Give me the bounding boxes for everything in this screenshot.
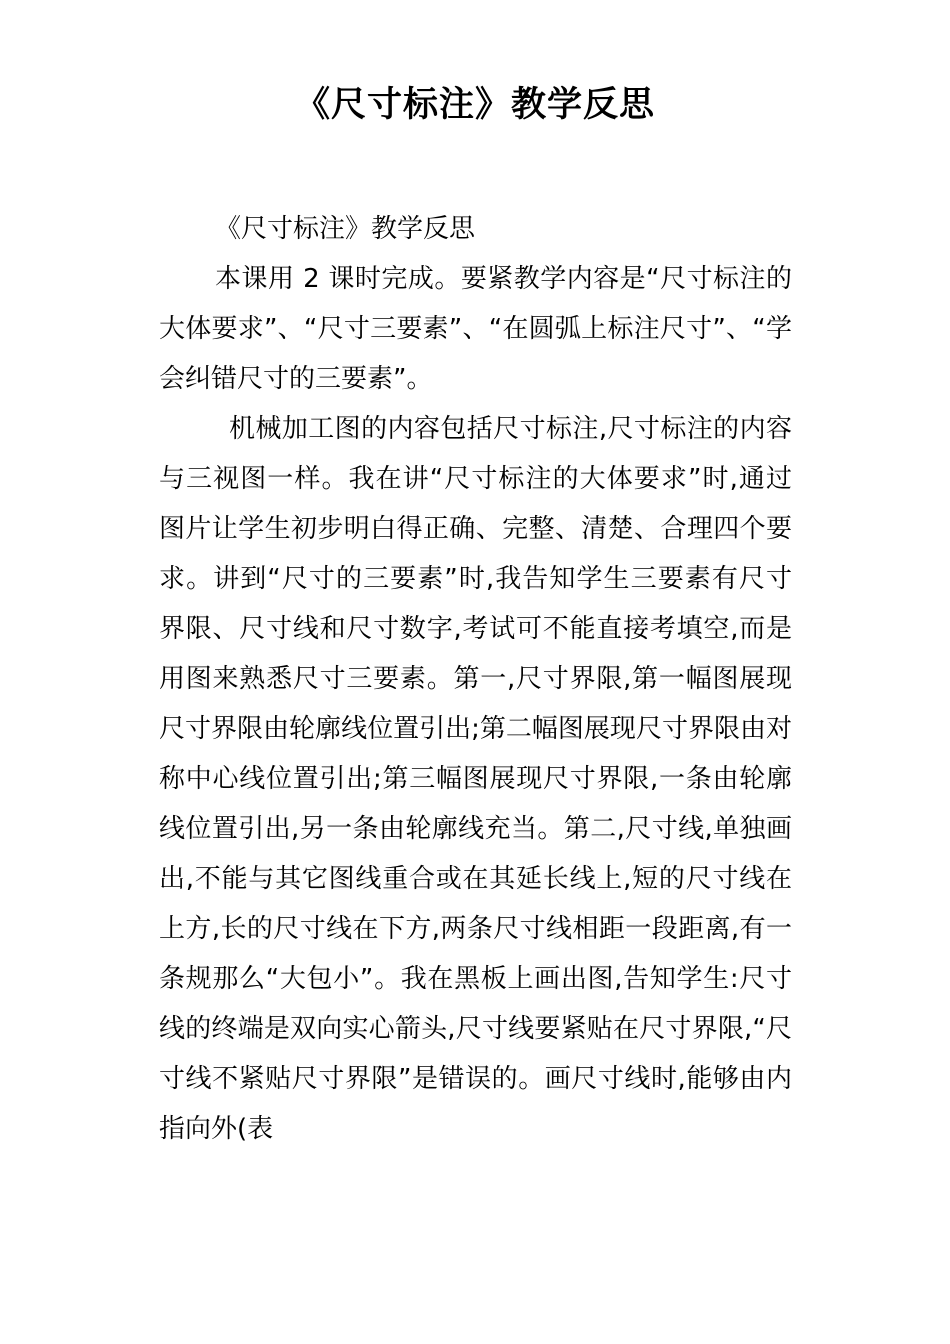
document-body — [159, 204, 792, 1154]
paragraph-2: 机械加工图的内容包括尺寸标注,尺寸标注的内容与三视图一样。我在讲“尺寸标注的大体要求”时,通过图片让学生初步明白得正确、完整、清楚、合理四个要求。讲到“尺寸的三要素”时,我告知学生三要素有尺寸界限、尺寸线和尺寸数字,考试可不能直接考填空,而是用图来熟悉尺寸三要素。第一,尺寸界限,第一幅图展现尺寸界限由轮廓线位置引出;第二幅图展现尺寸界限由对称中心线位置引出;第三幅图展现尺寸界限,一条由轮廓线位置引出,另一条由轮廓线充当。第二,尺寸线,单独画出,不能与其它图线重合或在其延长线上,短的尺寸线在上方,长的尺寸线在下方,两条尺寸线相距一段距离,有一条规那么“大包小”。我在黑板上画出图,告知学生:尺寸线的终端是双向实心箭头,尺寸线要紧贴在尺寸界限,“尺寸线不紧贴尺寸界限”是错误的。画尺寸线时,能够由内指向外(表 — [159, 414, 792, 1144]
document-subtitle: 《尺寸标注》教学反思 — [215, 214, 476, 244]
document-title: 《尺寸标注》教学反思 — [294, 85, 655, 125]
paragraph-1: 本课用 2 课时完成。要紧教学内容是“尺寸标注的大体要求”、“尺寸三要素”、“在圆弧上标注尺寸”、“学会纠错尺寸的三要素”。 — [159, 264, 792, 394]
